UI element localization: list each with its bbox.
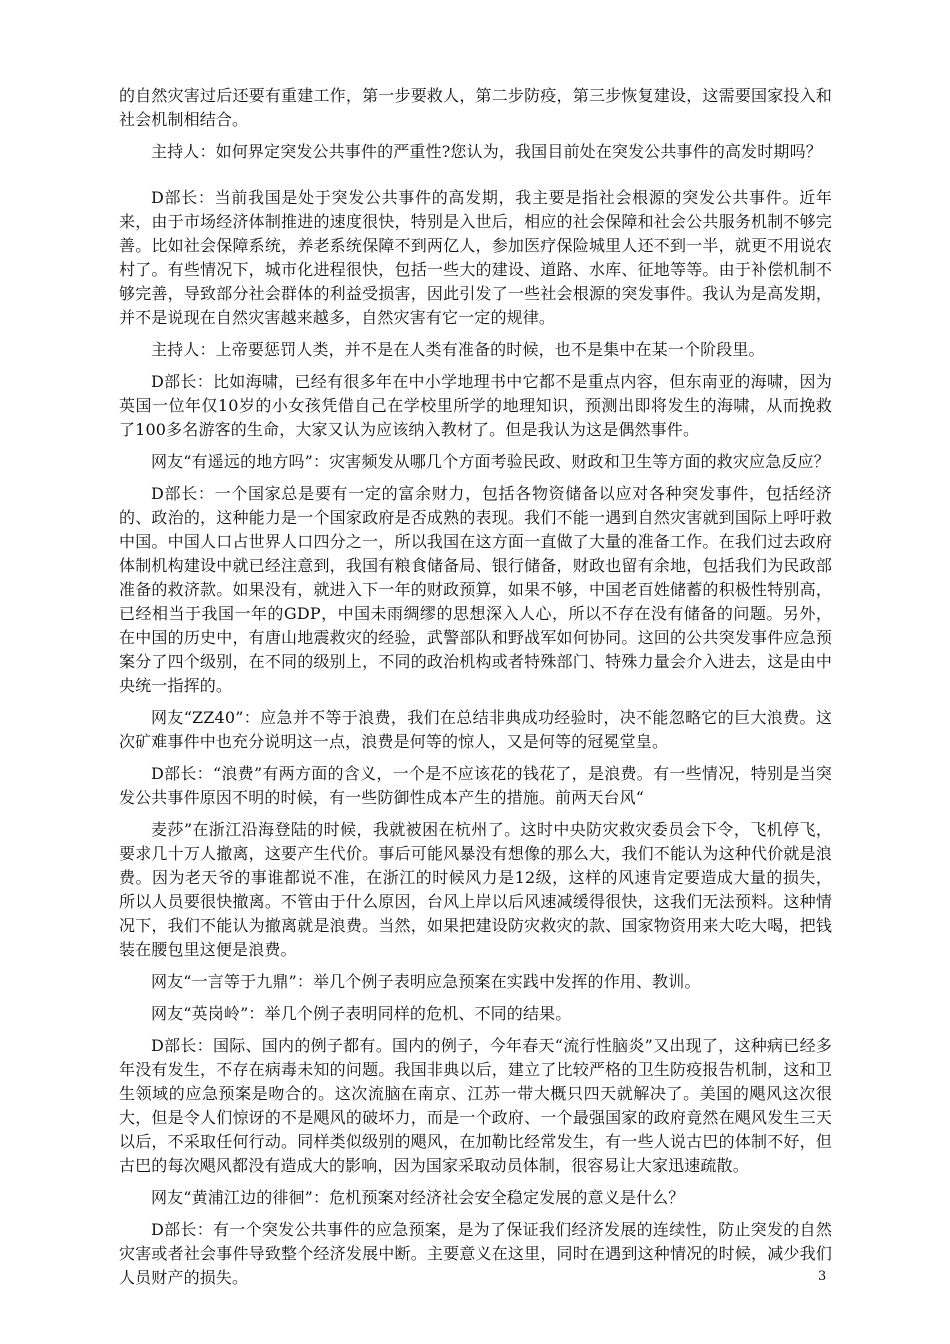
page-number: 3 [818, 1269, 827, 1284]
paragraph-netizen-question-4: 网友“英岗岭”：举几个例子表明同样的危机、不同的结果。 [151, 1004, 572, 1023]
paragraph-minister-answer-4: D部长：“浪费”有两方面的含义，一个是不应该花的钱花了，是浪费。有一些情况，特别是当突发公共事件原因不明的时候，有一些防御性成本产生的措施。前两天台风“ [119, 764, 832, 807]
paragraph-netizen-question-3: 网友“一言等于九鼎”：举几个例子表明应急预案在实践中发挥的作用、教训。 [151, 972, 701, 991]
paragraph-minister-answer-6: D部长：有一个突发公共事件的应急预案，是为了保证我们经济发展的连续性，防止突发的自然灾害或者社会事件导致整个经济发展中断。主要意义在这里，同时在遇到这种情况的时候，减少我们人员财产的损失。 [119, 1220, 832, 1287]
paragraph-continuation: 的自然灾害过后还要有重建工作，第一步要救人，第二步防疫，第三步恢复建设，这需要国家投入和社会机制相结合。 [119, 86, 832, 129]
paragraph-host-remark: 主持人：上帝要惩罚人类，并不是在人类有准备的时候，也不是集中在某一个阶段里。 [151, 340, 765, 359]
paragraph-minister-answer-3: D部长：一个国家总是要有一定的富余财力，包括各物资储备以应对各种突发事件，包括经济的、政治的，这种能力是一个国家政府是否成熟的表现。我们不能一遇到自然灾害就到国际上呼吁救中国。中国人口占世界人口四分之一，所以我国在这方面一直做了大量的准备工作。在我们过去政府体制机构建设中就已经注意到，我国有粮食储备局、银行储备，财政也留有余地，包括我们为民政部准备的救济款。如果没有，就进入下一年的财政预算，如果不够，中国老百姓储蓄的积极性特别高，已经相当于我国一年的GDP，中国未雨绸缪的思想深入人心，所以不存在没有储备的问题。另外，在中国的历史中，有唐山地震救灾的经验，武警部队和野战军如何协同。这回的公共突发事件应急预案分了四个级别，在不同的级别上，不同的政治机构或者特殊部门、特殊力量会介入进去，这是由中央统一指挥的。 [119, 484, 832, 695]
paragraph-minister-answer-1: D部长：当前我国是处于突发公共事件的高发期，我主要是指社会根源的突发公共事件。近年来，由于市场经济体制推进的速度很快，特别是入世后，相应的社会保障和社会公共服务机制不够完善。比如社会保障系统，养老系统保障不到两亿人，参加医疗保险城里人还不到一半，就更不用说农村了。有些情况下，城市化进程很快，包括一些大的建设、道路、水库、征地等等。由于补偿机制不够完善，导致部分社会群体的利益受损害，因此引发了一些社会根源的突发事件。我认为是高发期，并不是说现在自然灾害越来越多，自然灾害有它一定的规律。 [119, 188, 832, 327]
paragraph-minister-answer-4-cont: 麦莎”在浙江沿海登陆的时候，我就被困在杭州了。这时中央防灾救灾委员会下令，飞机停飞，要求几十万人撤离，这要产生代价。事后可能风暴没有想像的那么大，我们不能认为这种代价就是浪费。因为老天爷的事谁都说不准，在浙江的时候风力是12级，这样的风速肯定要造成大量的损失，所以人员要很快撤离。不管由于什么原因，台风上岸以后风速减缓得很快，这我们无法预料。这种情况下，我们不能认为撤离就是浪费。当然，如果把建设防灾救灾的款、国家物资用来大吃大喝，把钱装在腰包里这便是浪费。 [119, 820, 832, 959]
paragraph-host-question-1: 主持人：如何界定突发公共事件的严重性?您认为，我国目前处在突发公共事件的高发时期吗？ [151, 142, 822, 161]
paragraph-netizen-question-2: 网友“ZZ40”：应急并不等于浪费，我们在总结非典成功经验时，决不能忽略它的巨大浪费。这次矿难事件中也充分说明这一点，浪费是何等的惊人，又是何等的冠冕堂皇。 [119, 708, 832, 751]
paragraph-minister-answer-2: D部长：比如海啸，已经有很多年在中小学地理书中它都不是重点内容，但东南亚的海啸，因为英国一位年仅10岁的小女孩凭借自己在学校里所学的地理知识，预测出即将发生的海啸，从而挽救了100多名游客的生命，大家又认为应该纳入教材了。但是我认为这是偶然事件。 [119, 372, 832, 439]
paragraph-netizen-question-1: 网友“有遥远的地方吗”：灾害频发从哪几个方面考验民政、财政和卫生等方面的救灾应急反应？ [151, 452, 830, 471]
document-body [119, 84, 832, 1298]
paragraph-minister-answer-5: D部长：国际、国内的例子都有。国内的例子，今年春天“流行性脑炎”又出现了，这种病已经多年没有发生，不存在病毒未知的问题。我国非典以后，建立了比较严格的卫生防疫报告机制，这和卫生领域的应急预案是吻合的。这次流脑在南京、江苏一带大概只四天就解决了。美国的飓风这次很大，但是令人们惊讶的不是飓风的破坏力，而是一个政府、一个最强国家的政府竟然在飓风发生三天以后，不采取任何行动。同样类似级别的飓风，在加勒比经常发生，有一些人说古巴的体制不好，但古巴的每次飓风都没有造成大的影响，因为国家采取动员体制，很容易让大家迅速疏散。 [119, 1036, 832, 1175]
paragraph-netizen-question-5: 网友“黄浦江边的徘徊”：危机预案对经济社会安全稳定发展的意义是什么？ [151, 1188, 685, 1207]
